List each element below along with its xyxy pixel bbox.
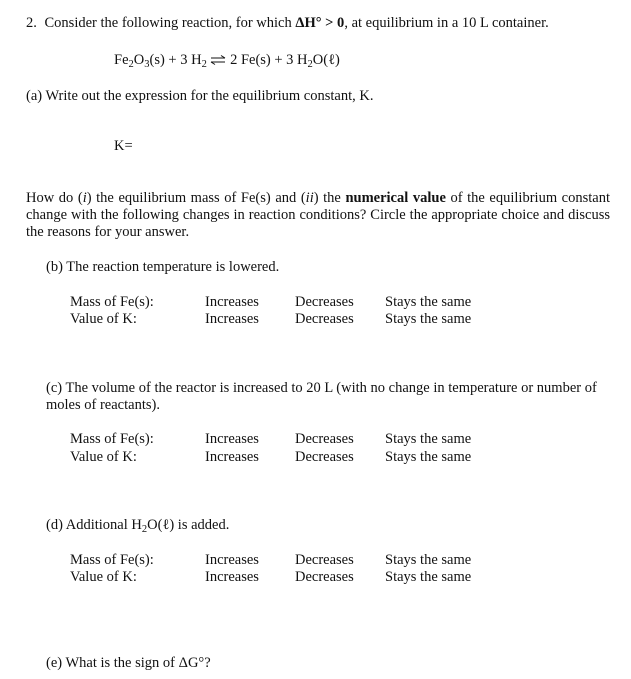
choice-stays-same[interactable]: Stays the same xyxy=(385,431,472,447)
choice-stays-same[interactable]: Stays the same xyxy=(385,311,472,327)
choice-decreases[interactable]: Decreases xyxy=(295,552,354,568)
question-intro: Consider the following reaction, for which ΔH° > 0, at equilibrium in a 10 L container. xyxy=(44,15,549,31)
mass-label: Mass of Fe(s): xyxy=(70,431,154,447)
choice-decreases[interactable]: Decreases xyxy=(295,311,354,327)
question-header xyxy=(26,15,549,32)
delta-h-condition: ΔH° > 0 xyxy=(295,15,345,31)
reaction-equation: $Fe_2O_3(s) + 3$ $H_2$ 2 Fe(s) + 3 $H_2O(\ell)$ xyxy=(114,52,340,70)
choice-stays-same[interactable]: Stays the same xyxy=(385,552,472,568)
part-c-prompt: (c) The volume of the reactor is increased to 20 L (with no change in temperature or number of moles of reactants). xyxy=(46,380,597,413)
choice-decreases[interactable]: Decreases xyxy=(295,569,354,585)
choice-increases[interactable]: Increases xyxy=(205,552,259,568)
part-e-prompt: (e) What is the sign of ΔG°? xyxy=(46,655,211,671)
k-value-label: Value of K: xyxy=(70,569,137,585)
part-a-prompt: (a) Write out the expression for the equilibrium constant, K. xyxy=(26,88,374,104)
part-d-prompt: (d) Additional $H_2O(\ell)$ is added. xyxy=(46,517,230,535)
choice-increases[interactable]: Increases xyxy=(205,431,259,447)
part-b-prompt: (b) The reaction temperature is lowered. xyxy=(46,259,280,275)
choice-decreases[interactable]: Decreases xyxy=(295,431,354,447)
choice-increases[interactable]: Increases xyxy=(205,311,259,327)
choice-increases[interactable]: Increases xyxy=(205,294,259,310)
k-value-label: Value of K: xyxy=(70,449,137,465)
k-expression-label: K= xyxy=(114,138,133,154)
choice-increases[interactable]: Increases xyxy=(205,449,259,465)
choice-decreases[interactable]: Decreases xyxy=(295,449,354,465)
question-number: 2. xyxy=(26,15,37,31)
k-value-label: Value of K: xyxy=(70,311,137,327)
choice-stays-same[interactable]: Stays the same xyxy=(385,294,472,310)
choice-increases[interactable]: Increases xyxy=(205,569,259,585)
instructions-paragraph: How do (i) the equilibrium mass of Fe(s) and (ii) the numerical value of the equilibrium constant change with the following changes in reaction conditions? Circle the appropriate choice and discuss the reasons for your answer. xyxy=(26,190,610,240)
equilibrium-arrows-icon xyxy=(210,55,226,65)
mass-label: Mass of Fe(s): xyxy=(70,294,154,310)
choice-stays-same[interactable]: Stays the same xyxy=(385,569,472,585)
choice-decreases[interactable]: Decreases xyxy=(295,294,354,310)
mass-label: Mass of Fe(s): xyxy=(70,552,154,568)
choice-stays-same[interactable]: Stays the same xyxy=(385,449,472,465)
